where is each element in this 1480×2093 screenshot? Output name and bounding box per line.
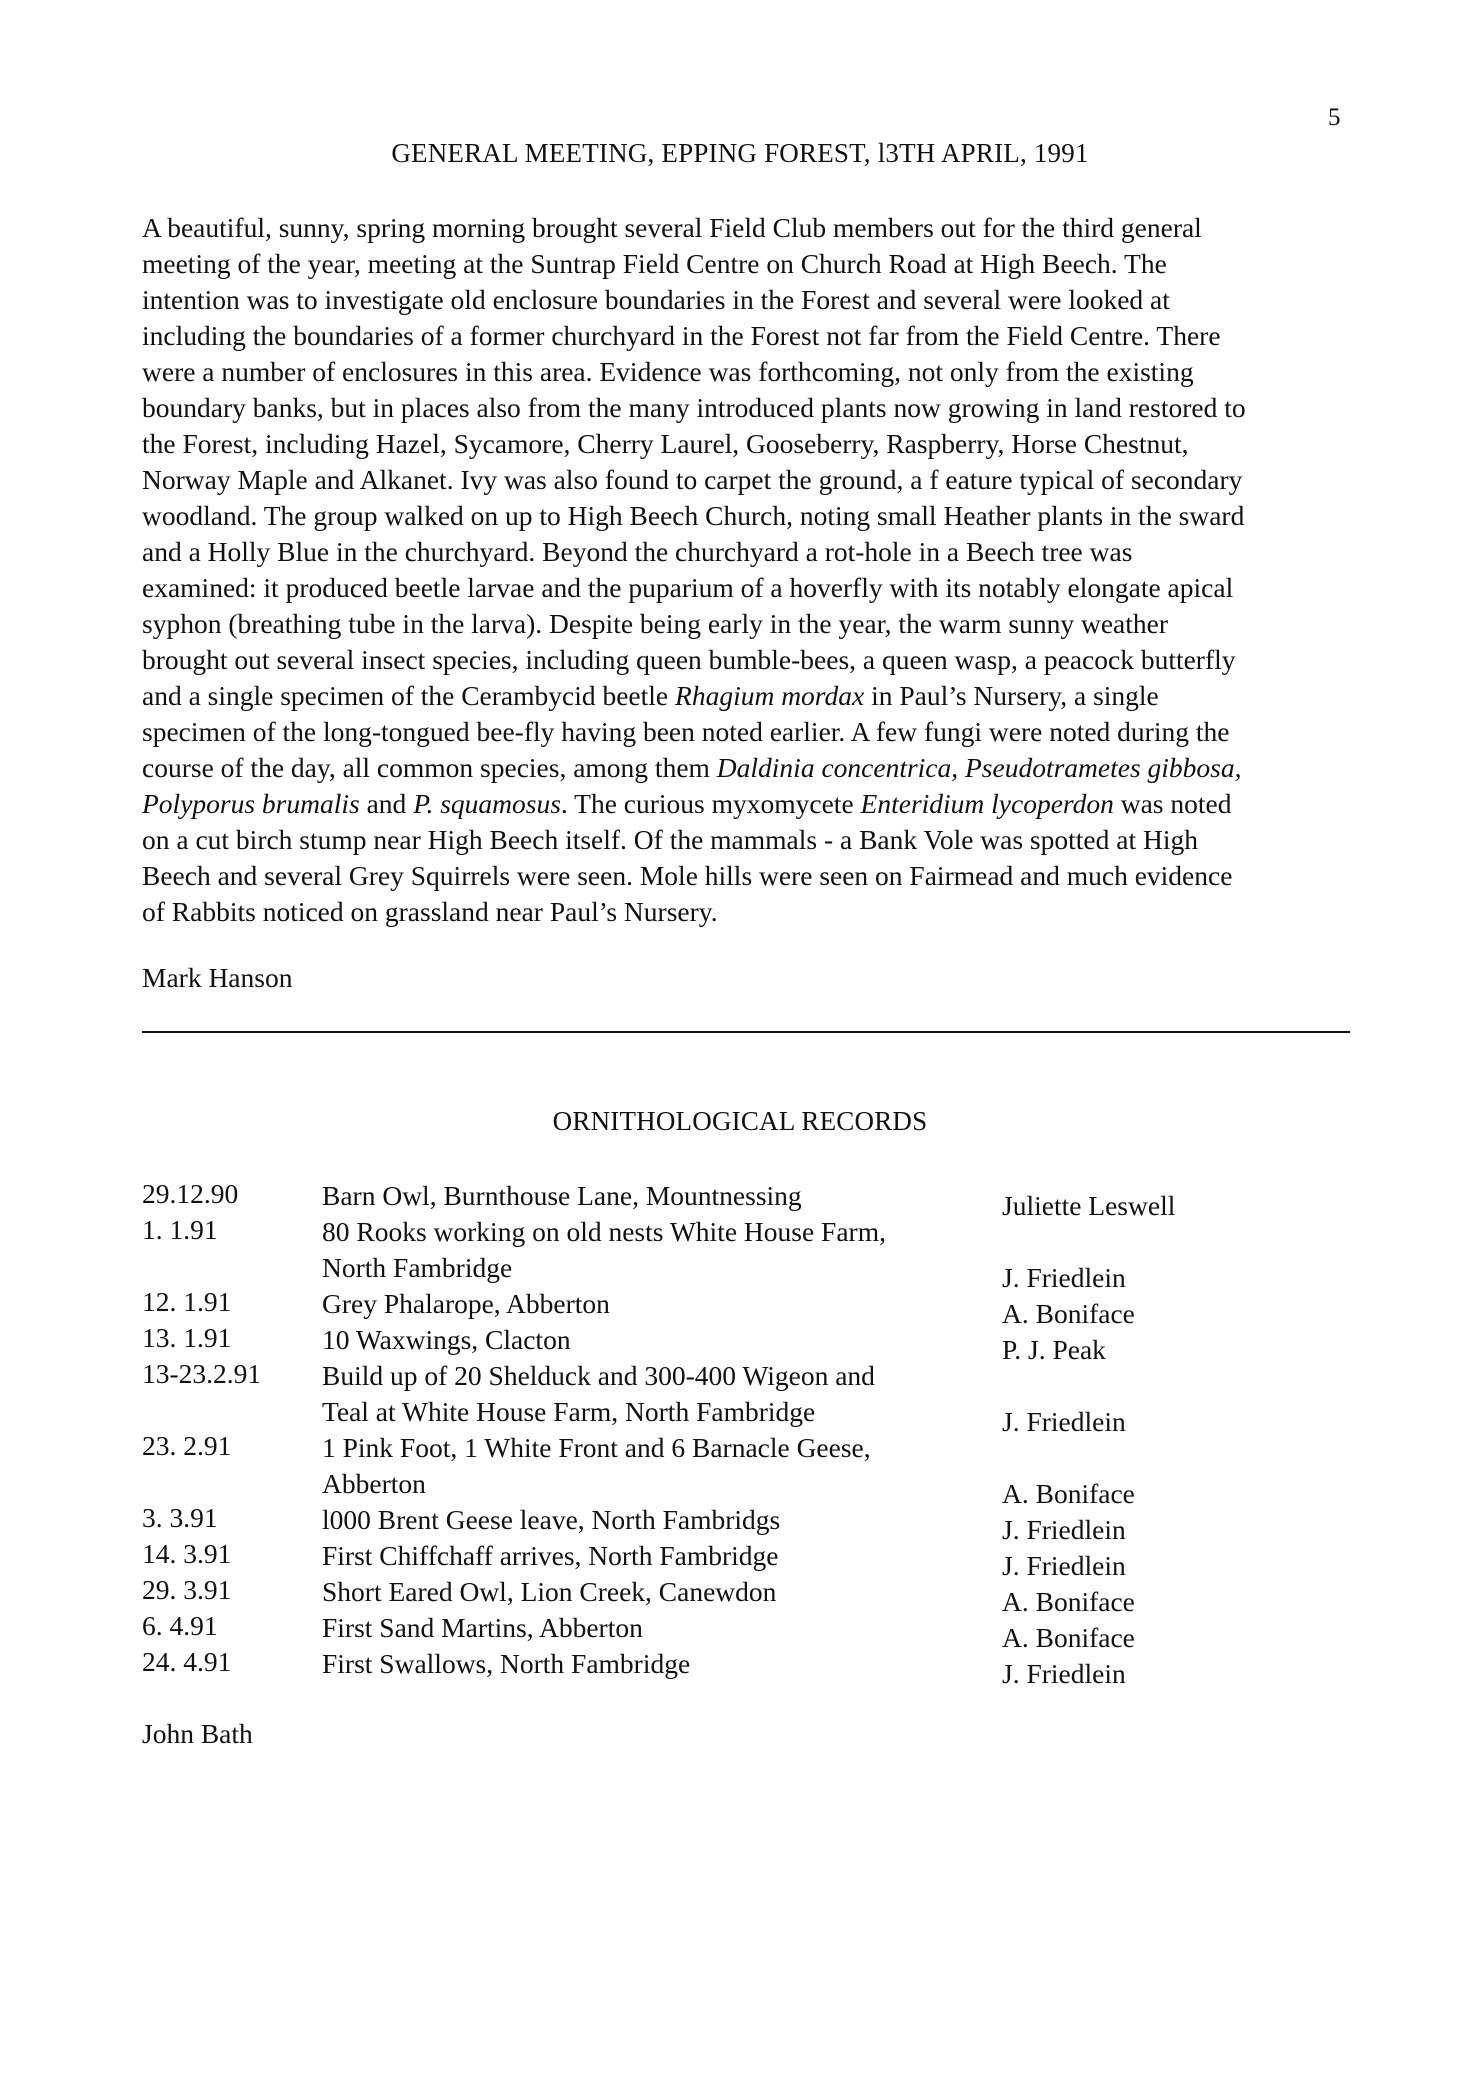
record-description-line: First Sand Martins, Abberton — [322, 1612, 643, 1643]
record-date: 23. 2.91 — [142, 1430, 232, 1461]
record-observer: A. Boniface — [1002, 1622, 1135, 1653]
report-line — [142, 894, 1352, 930]
report-line — [142, 210, 1352, 246]
record-description — [322, 1538, 972, 1574]
report-line — [142, 642, 1352, 678]
report-author: Mark Hanson — [142, 962, 293, 993]
record-observer: Juliette Leswell — [1002, 1190, 1176, 1221]
record-description-line: North Fambridge — [322, 1252, 513, 1283]
record-observer: J. Friedlein — [1002, 1262, 1126, 1293]
text-segment: . The curious myxomycete — [560, 788, 861, 819]
record-observer: J. Friedlein — [1002, 1658, 1126, 1689]
record-observer: A. Boniface — [1002, 1298, 1135, 1329]
text-segment: including the boundaries of a former churchyard in the Forest not far from the Field Centre. There — [142, 320, 1221, 351]
report-line — [142, 786, 1352, 822]
text-segment: course of the day, all common species, among them — [142, 752, 717, 783]
report-line — [142, 822, 1352, 858]
record-description-line: Grey Phalarope, Abberton — [322, 1288, 610, 1319]
species-name: P. squamosus — [413, 788, 561, 819]
text-segment: in Paul’s Nursery, a single — [864, 680, 1159, 711]
text-segment: Norway Maple and Alkanet. Ivy was also found to carpet the ground, a f eature typical of secondary — [142, 464, 1243, 495]
record-description — [322, 1286, 972, 1322]
record-observer: J. Friedlein — [1002, 1550, 1126, 1581]
text-segment: specimen of the long-tongued bee-fly having been noted earlier. A few fungi were noted during the — [142, 716, 1230, 747]
report-line — [142, 462, 1352, 498]
record-observer: J. Friedlein — [1002, 1514, 1126, 1545]
text-segment: Beech and several Grey Squirrels were seen. Mole hills were seen on Fairmead and much evidence — [142, 860, 1233, 891]
record-observer: A. Boniface — [1002, 1478, 1135, 1509]
record-description-line: 10 Waxwings, Clacton — [322, 1324, 571, 1355]
text-segment: of Rabbits noticed on grassland near Paul’s Nursery. — [142, 896, 718, 927]
species-name: Rhagium mordax — [675, 680, 865, 711]
record-description-line: 80 Rooks working on old nests White House Farm, — [322, 1216, 886, 1247]
record-date: 14. 3.91 — [142, 1538, 232, 1569]
record-row — [142, 1358, 1342, 1437]
record-row — [142, 1646, 1342, 1689]
record-description-line: 1 Pink Foot, 1 White Front and 6 Barnacle Geese, — [322, 1432, 871, 1463]
record-row — [142, 1538, 1342, 1581]
report-line — [142, 570, 1352, 606]
report-line — [142, 606, 1352, 642]
record-observer: P. J. Peak — [1002, 1334, 1106, 1365]
record-description — [322, 1610, 972, 1646]
record-description-line: First Chiffchaff arrives, North Fambridge — [322, 1540, 779, 1571]
record-description — [322, 1358, 972, 1430]
record-description-line: Teal at White House Farm, North Fambridge — [322, 1396, 816, 1427]
record-description — [322, 1178, 972, 1214]
text-segment: intention was to investigate old enclosure boundaries in the Forest and several were looked at — [142, 284, 1170, 315]
record-date: 12. 1.91 — [142, 1286, 232, 1317]
record-description-line: l000 Brent Geese leave, North Fambridgs — [322, 1504, 781, 1535]
record-row — [142, 1574, 1342, 1617]
record-date: 29.12.90 — [142, 1178, 239, 1209]
text-segment: on a cut birch stump near High Beech itself. Of the mammals - a Bank Vole was spotted at High — [142, 824, 1198, 855]
text-segment: and a Holly Blue in the churchyard. Beyond the churchyard a rot-hole in a Beech tree was — [142, 536, 1133, 567]
report-line — [142, 282, 1352, 318]
text-segment: the Forest, including Hazel, Sycamore, Cherry Laurel, Gooseberry, Raspberry, Horse Chestnut, — [142, 428, 1189, 459]
record-description-line: Abberton — [322, 1468, 426, 1499]
report-line — [142, 678, 1352, 714]
species-name: Polyporus brumalis — [142, 788, 360, 819]
text-segment: were a number of enclosures in this area. Evidence was forthcoming, not only from the existing — [142, 356, 1194, 387]
record-date: 1. 1.91 — [142, 1214, 218, 1245]
record-date: 3. 3.91 — [142, 1502, 218, 1533]
record-row — [142, 1214, 1342, 1293]
ornithology-title: ORNITHOLOGICAL RECORDS — [552, 1106, 928, 1136]
text-segment: A beautiful, sunny, spring morning brought several Field Club members out for the third general — [142, 212, 1202, 243]
report-line — [142, 498, 1352, 534]
record-date: 29. 3.91 — [142, 1574, 232, 1605]
record-date: 13. 1.91 — [142, 1322, 232, 1353]
report-line — [142, 390, 1352, 426]
record-date: 6. 4.91 — [142, 1610, 218, 1641]
record-observer: J. Friedlein — [1002, 1406, 1126, 1437]
record-description-line: First Swallows, North Fambridge — [322, 1648, 691, 1679]
text-segment: was noted — [1113, 788, 1232, 819]
record-description-line: Build up of 20 Shelduck and 300-400 Wigeon and — [322, 1360, 875, 1391]
record-date: 13-23.2.91 — [142, 1358, 262, 1389]
record-description — [322, 1430, 972, 1502]
meeting-title: GENERAL MEETING, EPPING FOREST, l3TH APRIL, 1991 — [391, 138, 1089, 168]
text-segment: woodland. The group walked on up to High Beech Church, noting small Heather plants in the sward — [142, 500, 1245, 531]
text-segment: brought out several insect species, including queen bumble-bees, a queen wasp, a peacock butterfly — [142, 644, 1236, 675]
record-description — [322, 1502, 972, 1538]
ornithology-records-table — [142, 1178, 1342, 1689]
record-row — [142, 1430, 1342, 1509]
record-row — [142, 1610, 1342, 1653]
report-line — [142, 714, 1352, 750]
text-segment: and a single specimen of the Cerambycid beetle — [142, 680, 676, 711]
report-line — [142, 858, 1352, 894]
report-line — [142, 534, 1352, 570]
text-segment: examined: it produced beetle larvae and the puparium of a hoverfly with its notably elongate apical — [142, 572, 1234, 603]
record-description — [322, 1214, 972, 1286]
record-row — [142, 1322, 1342, 1365]
text-segment: syphon (breathing tube in the larva). Despite being early in the year, the warm sunny weather — [142, 608, 1168, 639]
meeting-report-text — [142, 210, 1352, 930]
record-date: 24. 4.91 — [142, 1646, 232, 1677]
record-row — [142, 1286, 1342, 1329]
report-line — [142, 426, 1352, 462]
report-line — [142, 246, 1352, 282]
record-description-line: Barn Owl, Burnthouse Lane, Mountnessing — [322, 1180, 802, 1211]
species-name: Daldinia concentrica, Pseudotrametes gibbosa, — [716, 752, 1242, 783]
records-author: John Bath — [142, 1718, 253, 1749]
text-segment: boundary banks, but in places also from the many introduced plants now growing in land restored to — [142, 392, 1246, 423]
text-segment: and — [359, 788, 414, 819]
record-description — [322, 1574, 972, 1610]
record-row — [142, 1178, 1342, 1221]
species-name: Enteridium lycoperdon — [860, 788, 1114, 819]
text-segment: meeting of the year, meeting at the Suntrap Field Centre on Church Road at High Beech. The — [142, 248, 1167, 279]
report-line — [142, 750, 1352, 786]
record-description — [322, 1322, 972, 1358]
record-description — [322, 1646, 972, 1682]
section-divider — [142, 1031, 1350, 1033]
report-line — [142, 318, 1352, 354]
record-row — [142, 1502, 1342, 1545]
record-observer: A. Boniface — [1002, 1586, 1135, 1617]
report-line — [142, 354, 1352, 390]
record-description-line: Short Eared Owl, Lion Creek, Canewdon — [322, 1576, 777, 1607]
page-number: 5 — [1328, 104, 1341, 131]
